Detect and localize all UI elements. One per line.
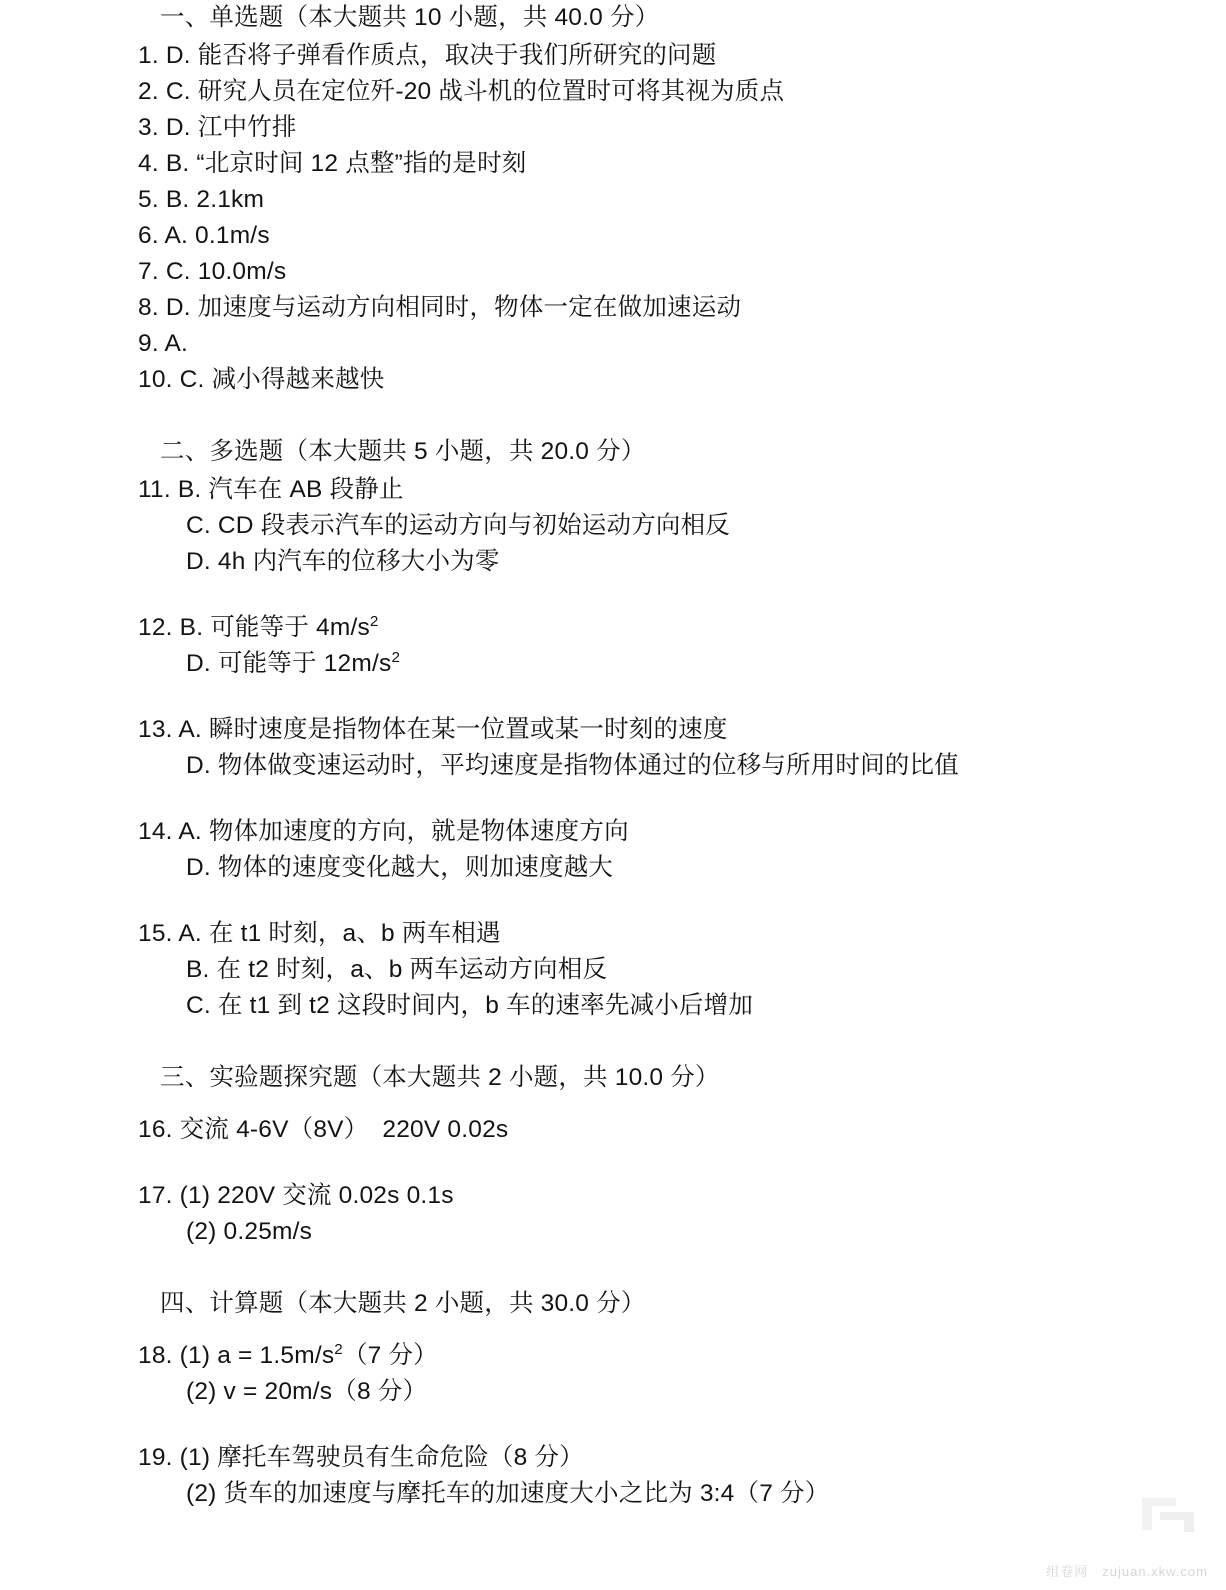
section-heading-multiple-choice: 二、多选题（本大题共 5 小题，共 20.0 分） bbox=[160, 438, 646, 465]
answer-line: 19. (1) 摩托车驾驶员有生命危险（8 分） bbox=[138, 1444, 584, 1471]
answer-line: 3. D. 江中竹排 bbox=[138, 114, 297, 141]
answer-line: (2) 0.25m/s bbox=[186, 1218, 313, 1245]
answer-line: 8. D. 加速度与运动方向相同时，物体一定在做加速运动 bbox=[138, 294, 742, 321]
answer-spacer bbox=[138, 1410, 1178, 1440]
answer-spacer bbox=[138, 1148, 1178, 1178]
answer-line: B. 在 t2 时刻，a、b 两车运动方向相反 bbox=[186, 956, 608, 983]
answer-line: 9. A. bbox=[138, 330, 189, 357]
answer-line: 1. D. 能否将子弹看作质点，取决于我们所研究的问题 bbox=[138, 42, 717, 69]
answer-line: 5. B. 2.1km bbox=[138, 186, 265, 213]
section-heading-single-choice: 一、单选题（本大题共 10 小题，共 40.0 分） bbox=[160, 4, 660, 31]
answer-line: 6. A. 0.1m/s bbox=[138, 222, 270, 249]
answer-spacer bbox=[138, 580, 1178, 610]
answer-sheet-content bbox=[138, 0, 1178, 1512]
answer-line: 11. B. 汽车在 AB 段静止 bbox=[138, 476, 404, 503]
answer-spacer bbox=[138, 682, 1178, 712]
section-heading-experiment: 三、实验题探究题（本大题共 2 小题，共 10.0 分） bbox=[160, 1064, 720, 1091]
answer-spacer bbox=[138, 784, 1178, 814]
answer-line: 17. (1) 220V 交流 0.02s 0.1s bbox=[138, 1182, 454, 1209]
answer-line: D. 物体的速度变化越大，则加速度越大 bbox=[186, 854, 614, 881]
answer-spacer bbox=[138, 1324, 1178, 1338]
answer-line: D. 4h 内汽车的位移大小为零 bbox=[186, 548, 500, 575]
section-heading-calculation: 四、计算题（本大题共 2 小题，共 30.0 分） bbox=[160, 1290, 646, 1317]
section-spacer bbox=[138, 1250, 1178, 1286]
answer-spacer bbox=[138, 1098, 1178, 1112]
watermark-site: zujuan.xkw.com bbox=[1102, 1564, 1208, 1579]
answer-line: 7. C. 10.0m/s bbox=[138, 258, 287, 285]
answer-line: D. 可能等于 $12m/s^2$ bbox=[186, 648, 401, 677]
answer-line: 16. 交流 4-6V（8V） 220V 0.02s bbox=[138, 1116, 509, 1143]
answer-line: 4. B. “北京时间 12 点整”指的是时刻 bbox=[138, 150, 527, 177]
answer-line: 13. A. 瞬时速度是指物体在某一位置或某一时刻的速度 bbox=[138, 716, 728, 743]
section-spacer bbox=[138, 1024, 1178, 1060]
answer-line: 2. C. 研究人员在定位歼-20 战斗机的位置时可将其视为质点 bbox=[138, 78, 785, 105]
answer-line: (2) 货车的加速度与摩托车的加速度大小之比为 3:4（7 分） bbox=[186, 1480, 830, 1507]
answer-spacer bbox=[138, 886, 1178, 916]
watermark-logo-icon bbox=[1136, 1492, 1202, 1538]
watermark-text bbox=[1046, 1561, 1208, 1580]
section-spacer bbox=[138, 398, 1178, 434]
answer-line: D. 物体做变速运动时，平均速度是指物体通过的位移与所用时间的比值 bbox=[186, 752, 959, 779]
answer-line: 10. C. 减小得越来越快 bbox=[138, 366, 385, 393]
watermark-brand: 组卷网 bbox=[1046, 1564, 1089, 1579]
answer-line: C. 在 t1 到 t2 这段时间内，b 车的速率先减小后增加 bbox=[186, 992, 754, 1019]
answer-line: 18. (1) $a = 1.5m/s^2(7$ 分） bbox=[138, 1340, 438, 1369]
answer-line: 15. A. 在 t1 时刻，a、b 两车相遇 bbox=[138, 920, 501, 947]
answer-line: 12. B. 可能等于 $4m/s^2$ bbox=[138, 612, 379, 641]
answer-line: 14. A. 物体加速度的方向，就是物体速度方向 bbox=[138, 818, 629, 845]
answer-line: (2) v = 20m/s（8 分） bbox=[186, 1378, 428, 1405]
answer-line: C. CD 段表示汽车的运动方向与初始运动方向相反 bbox=[186, 512, 730, 539]
